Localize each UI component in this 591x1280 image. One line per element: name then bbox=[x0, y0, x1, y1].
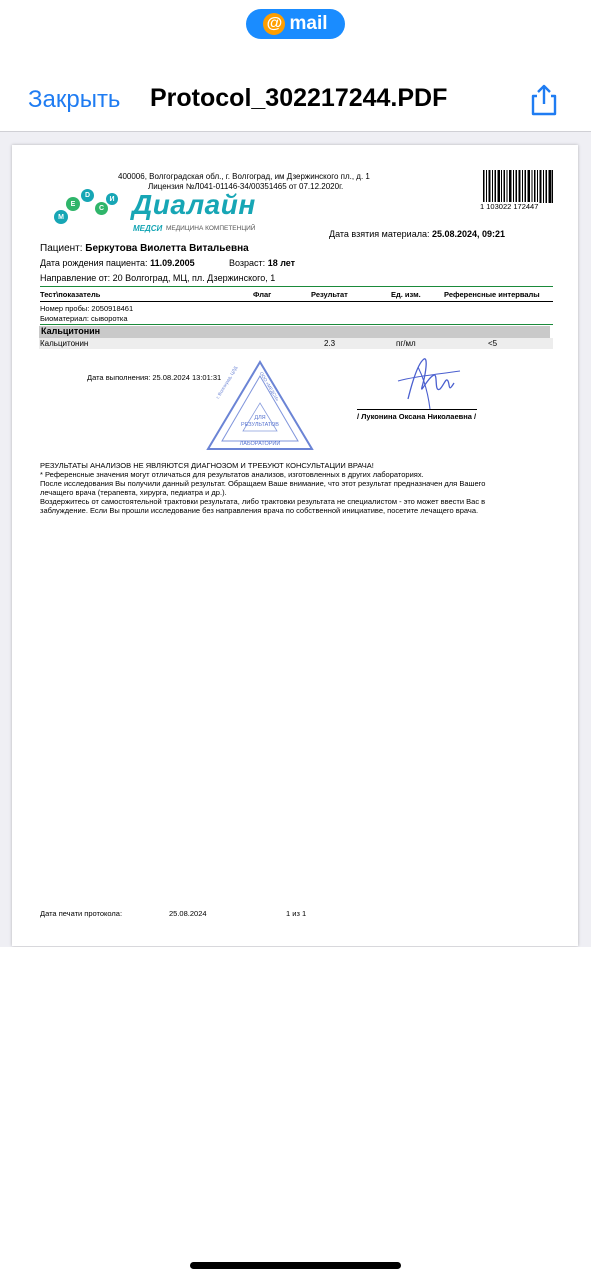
lab-stamp bbox=[205, 359, 315, 453]
section-title: Кальцитонин bbox=[39, 326, 550, 338]
page-of: 1 из 1 bbox=[286, 909, 307, 918]
mail-badge-text: mail bbox=[289, 13, 328, 34]
medsi-logo-mark bbox=[48, 188, 128, 233]
table-top-rule bbox=[40, 286, 553, 287]
signature-line bbox=[357, 409, 477, 410]
dob-line bbox=[40, 258, 195, 268]
close-button[interactable]: Закрыть bbox=[28, 86, 121, 113]
signer-name: / Луконина Оксана Николаевна / bbox=[357, 412, 477, 421]
stamp-left-side: г. Волгоград, ЦЛД bbox=[215, 365, 239, 400]
pdf-viewer-header bbox=[0, 0, 591, 132]
disclaimer-2a: После исследования Вы получили данный результат. Обращаем Ваше внимание, что этот результат предназначен для Вашего bbox=[40, 479, 486, 488]
print-date: 25.08.2024 bbox=[169, 909, 207, 918]
stamp-center-2: РЕЗУЛЬТАТОВ bbox=[241, 422, 279, 428]
viewer-empty-area bbox=[0, 947, 591, 1280]
lab-license: Лицензия №Л041-01146-34/00351465 от 07.12.2020г. bbox=[148, 182, 344, 191]
logo-letter-e: Е bbox=[66, 197, 80, 211]
logo-letter-i: И bbox=[106, 193, 118, 205]
patient-name: Беркутова Виолетта Витальевна bbox=[85, 243, 249, 254]
sample-taken-value: 25.08.2024, 09:21 bbox=[431, 229, 506, 239]
pdf-page[interactable] bbox=[12, 145, 578, 946]
col-unit: Ед. изм. bbox=[391, 290, 421, 299]
row-unit: пг/мл bbox=[396, 339, 416, 348]
completion-date: Дата выполнения: 25.08.2024 13:01:31 bbox=[87, 373, 222, 382]
file-title: Protocol_302217244.PDF bbox=[150, 84, 448, 112]
col-reference: Референсные интервалы bbox=[444, 290, 540, 299]
stamp-right-side: ООО «МЕДСИ» bbox=[258, 371, 281, 402]
dob-value: 11.09.2005 bbox=[150, 258, 195, 268]
section-rule bbox=[40, 324, 553, 325]
print-date-label: Дата печати протокола: bbox=[40, 909, 123, 918]
disclaimer-title: РЕЗУЛЬТАТЫ АНАЛИЗОВ НЕ ЯВЛЯЮТСЯ ДИАГНОЗОМ И ТРЕБУЮТ КОНСУЛЬТАЦИИ ВРАЧА! bbox=[40, 461, 374, 470]
sample-number: Номер пробы: 2050918461 bbox=[40, 304, 134, 313]
logo-letter-d: D bbox=[81, 189, 94, 202]
brand-tagline: МЕДИЦИНА КОМПЕТЕНЦИЙ bbox=[166, 225, 256, 232]
header-rule bbox=[40, 301, 553, 302]
stamp-bottom: ЛАБОРАТОРИИ bbox=[239, 441, 281, 447]
col-test: Тест\показатель bbox=[40, 290, 101, 299]
age-label: Возраст: bbox=[229, 258, 266, 268]
barcode-number: 1 103022 172447 bbox=[480, 202, 539, 211]
sample-taken bbox=[329, 229, 505, 239]
disclaimer-3b: заблуждение. Если Вы прошли исследование без направления врача по собственной инициативе, посетите лечащего врача. bbox=[40, 506, 479, 515]
referral: Направление от: 20 Волгоград, МЦ, пл. Дзержинского, 1 bbox=[40, 273, 276, 283]
disclaimer-1: * Референсные значения могут отличаться для результатов анализов, изготовленных в других лабораториях. bbox=[40, 470, 424, 479]
share-icon[interactable] bbox=[529, 84, 559, 116]
home-indicator[interactable] bbox=[190, 1262, 401, 1269]
age-value: 18 лет bbox=[267, 258, 296, 268]
lab-address: 400006, Волгоградская обл., г. Волгоград, им Дзержинского пл., д. 1 bbox=[118, 172, 370, 181]
brand-sub: МЕДСИ bbox=[133, 224, 163, 233]
barcode bbox=[483, 170, 553, 203]
sample-taken-label: Дата взятия материала: bbox=[329, 229, 430, 239]
brand-name: Диалайн bbox=[132, 189, 256, 220]
row-reference: <5 bbox=[488, 339, 498, 348]
disclaimer-3a: Воздержитесь от самостоятельной трактовки результата, либо трактовки результата не специалистом - это может ввести Вас в bbox=[40, 497, 486, 506]
col-result: Результат bbox=[311, 290, 348, 299]
age-line bbox=[229, 258, 295, 268]
stamp-center-1: ДЛЯ bbox=[254, 415, 266, 421]
mail-app-badge bbox=[246, 9, 345, 39]
signature-icon bbox=[388, 353, 468, 413]
disclaimer-2b: лечащего врача (терапевта, хирурга, педиатра и др.). bbox=[40, 488, 227, 497]
col-flag: Флаг bbox=[253, 290, 272, 299]
dob-label: Дата рождения пациента: bbox=[40, 258, 148, 268]
row-result: 2.3 bbox=[324, 339, 336, 348]
logo-letter-c: C bbox=[95, 202, 108, 215]
patient-label: Пациент: bbox=[40, 243, 83, 254]
biomaterial: Биоматериал: сыворотка bbox=[40, 314, 128, 323]
patient-line bbox=[40, 243, 249, 254]
table-row bbox=[39, 338, 553, 349]
row-test: Кальцитонин bbox=[40, 339, 89, 348]
logo-letter-m: М bbox=[54, 210, 68, 224]
at-sign-icon: @ bbox=[263, 13, 285, 35]
